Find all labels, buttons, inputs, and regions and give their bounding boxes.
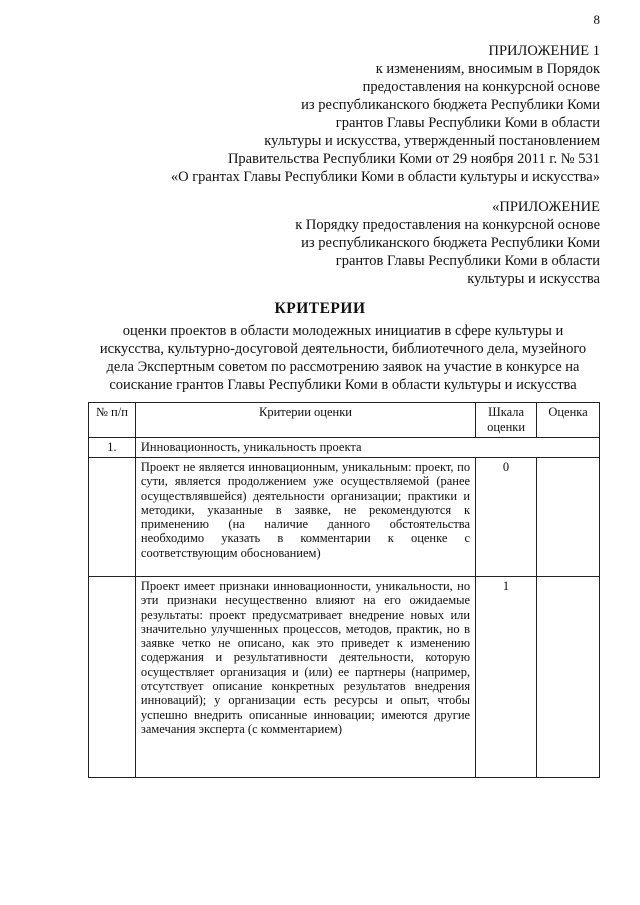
table-row bbox=[89, 458, 600, 577]
table-row bbox=[89, 577, 600, 778]
header-score: Оценка bbox=[537, 403, 600, 438]
annex-1-line: грантов Главы Республики Коми в области bbox=[335, 115, 600, 131]
annex-2-header bbox=[180, 198, 600, 288]
scale-value: 1 bbox=[476, 577, 537, 778]
criteria-text: Проект не является инновационным, уникальным: проект, по сути, является продолжением уже осуществляемой (ранее осуществлявшейся) деятельности организации; практики и методики, указанные в заявке, не рекомендуются к применению (на наличие данного обстоятельства необходимо указать в комментарии к оценке с соответствующим обоснованием) bbox=[135, 458, 475, 577]
subtitle-line: соискание грантов Главы Республики Коми в области культуры и искусства bbox=[109, 377, 577, 393]
section-title: Инновационность, уникальность проекта bbox=[135, 438, 599, 458]
criteria-table bbox=[88, 402, 600, 778]
subtitle-line: искусства, культурно-досуговой деятельности, библиотечного дела, музейного bbox=[99, 341, 587, 357]
annex-1-line: предоставления на конкурсной основе bbox=[362, 79, 600, 95]
document-subtitle bbox=[88, 322, 598, 394]
annex-2-line: грантов Главы Республики Коми в области bbox=[335, 253, 600, 269]
annex-2-line: к Порядку предоставления на конкурсной основе bbox=[295, 217, 600, 233]
annex-1-line: «О грантах Главы Республики Коми в области культуры и искусства» bbox=[170, 169, 600, 185]
header-criteria: Критерии оценки bbox=[135, 403, 475, 438]
annex-1-header bbox=[120, 42, 600, 186]
annex-2-line: культуры и искусства bbox=[467, 271, 600, 287]
score-cell bbox=[537, 577, 600, 778]
document-title: КРИТЕРИИ bbox=[274, 300, 366, 317]
row-num-cell bbox=[89, 458, 136, 577]
criteria-text: Проект имеет признаки инновационности, уникальности, но эти признаки несущественно влияют на его ожидаемые результаты: проект предусматривает внедрение новых или значительно улучшенных процессов, методов, практик, но в заявке четко не описано, как это приведет к изменению содержания и результативности деятельности, которую осуществляет организация и (или) ее партнеры (например, отсутствует описание конкретных результатов внедрения инноваций); у организации есть ресурсы и опыт, чтобы успешно внедрить описанные инновации; имеются другие замечания эксперта (с комментарием) bbox=[135, 577, 475, 778]
score-cell bbox=[537, 458, 600, 577]
header-num: № п/п bbox=[89, 403, 136, 438]
annex-1-line: из республиканского бюджета Республики Коми bbox=[301, 97, 600, 113]
page-number: 8 bbox=[593, 12, 600, 27]
table-section-row bbox=[89, 438, 600, 458]
annex-1-line: к изменениям, вносимым в Порядок bbox=[375, 61, 600, 77]
annex-2-line: из республиканского бюджета Республики Коми bbox=[301, 235, 600, 251]
annex-1-line: ПРИЛОЖЕНИЕ 1 bbox=[488, 43, 600, 59]
header-scale: Шкала оценки bbox=[476, 403, 537, 438]
subtitle-line: оценки проектов в области молодежных инициатив в сфере культуры и bbox=[122, 323, 564, 339]
annex-2-line: «ПРИЛОЖЕНИЕ bbox=[492, 199, 600, 215]
table-header-row bbox=[89, 403, 600, 438]
row-num-cell bbox=[89, 577, 136, 778]
subtitle-line: дела Экспертным советом по рассмотрению заявок на участие в конкурсе на bbox=[106, 359, 580, 375]
section-num: 1. bbox=[89, 438, 136, 458]
scale-value: 0 bbox=[476, 458, 537, 577]
annex-1-line: Правительства Республики Коми от 29 ноября 2011 г. № 531 bbox=[227, 151, 600, 167]
annex-1-line: культуры и искусства, утвержденный постановлением bbox=[264, 133, 600, 149]
